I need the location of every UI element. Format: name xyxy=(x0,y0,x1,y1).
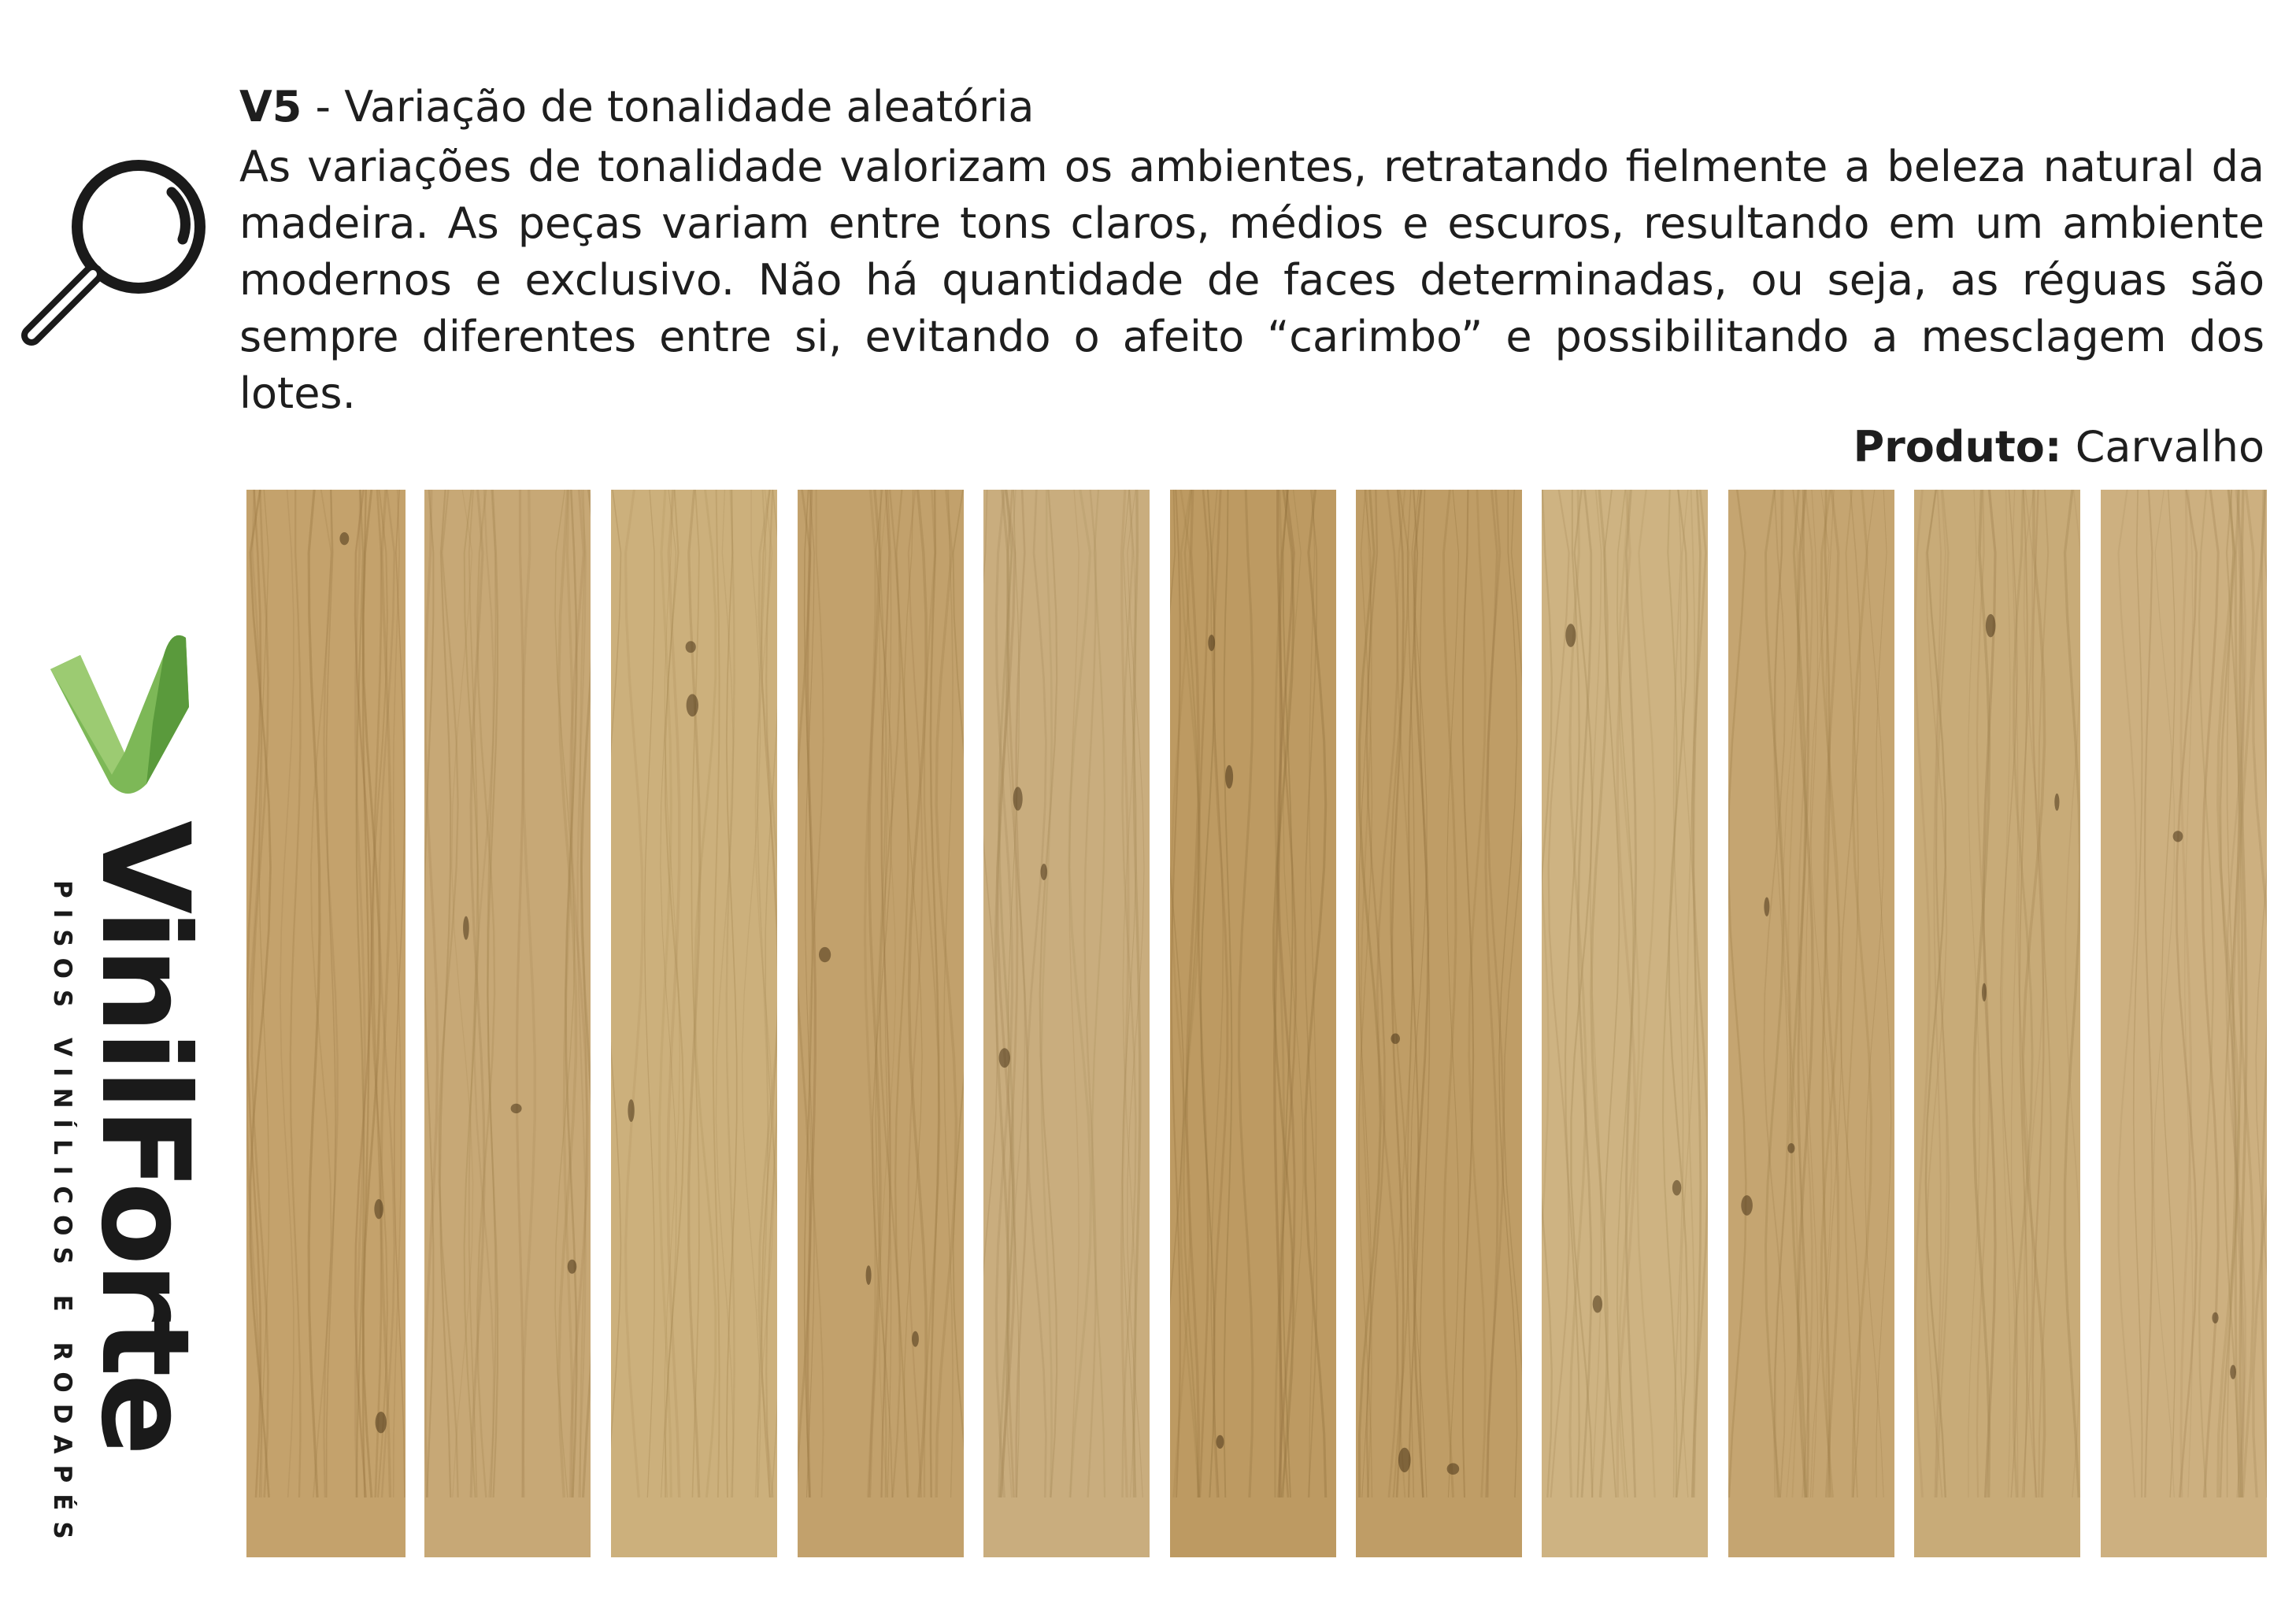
wood-knot xyxy=(2212,1312,2218,1323)
plank-1 xyxy=(246,490,406,1557)
wood-knot xyxy=(376,1412,387,1433)
wood-knot xyxy=(2230,1365,2236,1379)
wood-knot xyxy=(999,1048,1010,1068)
plank-5 xyxy=(983,490,1150,1557)
wood-knot xyxy=(568,1260,577,1274)
plank-2 xyxy=(424,490,591,1557)
wood-knot xyxy=(1447,1463,1460,1475)
wood-knot xyxy=(374,1199,383,1219)
search-icon xyxy=(14,154,211,359)
wood-texture xyxy=(1728,490,1894,1557)
plank-4 xyxy=(798,490,964,1557)
wood-texture xyxy=(246,490,406,1557)
variation-code: V5 xyxy=(239,82,302,131)
wood-knot xyxy=(866,1265,872,1285)
wood-knot xyxy=(1013,787,1023,810)
wood-knot xyxy=(1041,864,1048,880)
plank-7 xyxy=(1356,490,1522,1557)
wood-knot xyxy=(463,916,469,940)
wood-knot xyxy=(912,1331,919,1347)
wood-knot xyxy=(686,641,696,653)
wood-knot xyxy=(1982,983,1987,1001)
brand-name: VinilForte xyxy=(74,820,215,1453)
wood-knot xyxy=(1986,614,1996,637)
plank-9 xyxy=(1728,490,1894,1557)
wood-knot xyxy=(1225,765,1233,789)
wood-texture xyxy=(983,490,1150,1557)
wood-knot xyxy=(687,694,698,717)
wood-texture xyxy=(2101,490,2267,1557)
wood-knot xyxy=(2173,831,2183,842)
wood-knot xyxy=(339,532,349,545)
plank-11 xyxy=(2101,490,2267,1557)
plank-6 xyxy=(1170,490,1336,1557)
wood-texture xyxy=(1914,490,2080,1557)
wood-knot xyxy=(1565,624,1576,647)
product-line xyxy=(1853,416,2265,479)
wood-knot xyxy=(511,1104,522,1113)
wood-texture xyxy=(424,490,591,1557)
wood-knot xyxy=(628,1099,634,1122)
wood-knot xyxy=(1217,1435,1224,1449)
vinilforte-logo-icon xyxy=(46,620,192,795)
wood-texture xyxy=(1542,490,1708,1557)
product-label: Produto: xyxy=(1853,422,2062,472)
wood-knot xyxy=(1787,1143,1794,1153)
wood-texture xyxy=(798,490,964,1557)
wood-knot xyxy=(1764,898,1769,916)
wood-knot xyxy=(1208,635,1215,651)
plank-8 xyxy=(1542,490,1708,1557)
wood-knot xyxy=(1398,1448,1411,1472)
plank-3 xyxy=(611,490,777,1557)
product-value: Carvalho xyxy=(2075,422,2265,472)
wood-knot xyxy=(1391,1034,1400,1044)
plank-10 xyxy=(1914,490,2080,1557)
description-paragraph: As variações de tonalidade valorizam os ambientes, retratando fielmente a beleza natural da madeira. As peças variam entre tons claros, médios e escuros, resultando em um ambiente modernos e exclusivo. Não há quantidade de faces determinadas, ou seja, as réguas são sempre diferentes entre si, evitando o afeito “carimbo” e possibilitando a mesclagem dos lotes. xyxy=(239,142,2265,418)
page-title xyxy=(239,76,2271,139)
wood-knot xyxy=(1741,1195,1753,1216)
wood-texture xyxy=(611,490,777,1557)
wood-texture xyxy=(1356,490,1522,1557)
brand-tagline: PISOS VINÍLICOS E RODAPÉS xyxy=(48,880,76,1550)
wood-knot xyxy=(819,947,831,962)
wood-knot xyxy=(2054,794,2059,811)
wood-texture xyxy=(1170,490,1336,1557)
variation-title: - Variação de tonalidade aleatória xyxy=(302,82,1035,131)
wood-knot xyxy=(1593,1295,1602,1312)
wood-knot xyxy=(1672,1180,1681,1196)
